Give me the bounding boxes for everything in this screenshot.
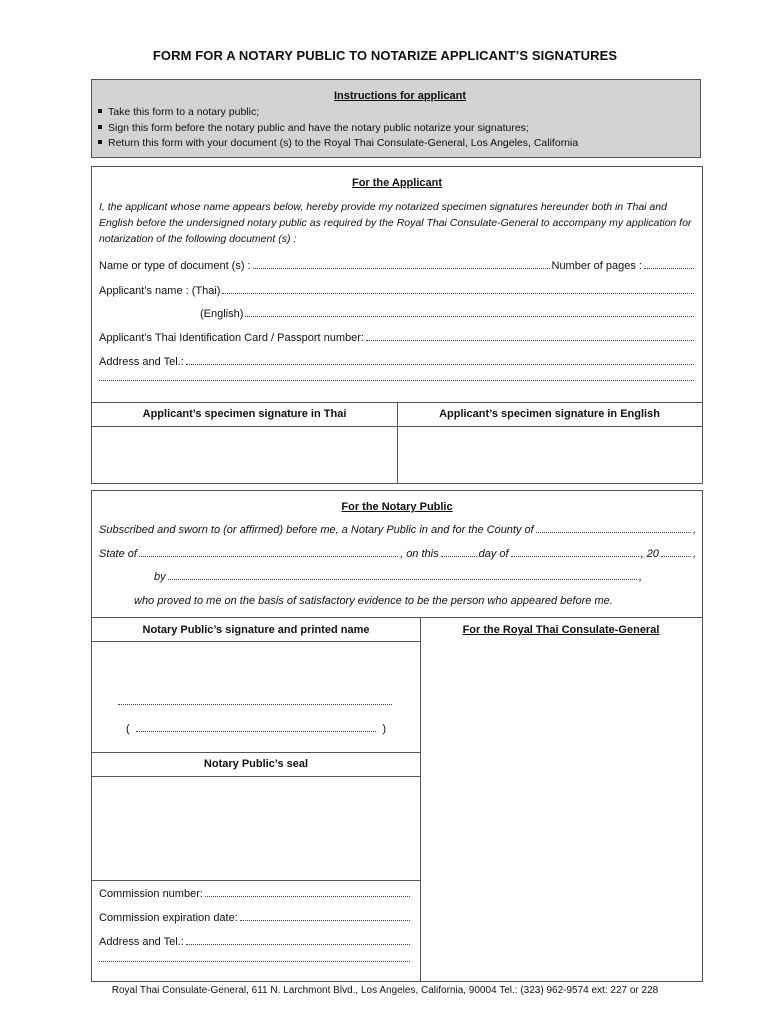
by-label: by [154,571,166,583]
printed-name-row [126,723,386,735]
instructions-list [98,105,700,152]
instruction-item: Take this form to a notary public; [98,105,700,121]
instructions-heading: Instructions for applicant [333,90,466,102]
state-label: State of [99,548,137,560]
county-field[interactable] [536,531,691,533]
footer-address: Royal Thai Consulate-General, 611 N. Larchmont Blvd., Los Angeles, California, 90004 Tel.: (323) 962-9574 ext: 227 or 228 [111,985,659,996]
name-thai-field[interactable] [222,292,694,294]
instruction-item: Sign this form before the notary public and have the notary public notarize your signatures; [98,121,700,137]
signature-english-heading: Applicant’s specimen signature in English [439,408,660,420]
form-title: FORM FOR A NOTARY PUBLIC TO NOTARIZE APPLICANT’S SIGNATURES [152,48,618,63]
commission-expiration-label: Commission expiration date: [99,912,238,924]
by-field[interactable] [168,578,637,580]
instruction-item: Return this form with your document (s) to the Royal Thai Consulate-General, Los Angeles, California [98,136,700,152]
commission-expiration-row [99,912,412,924]
notary-address-row-2 [99,960,412,965]
by-row [154,571,642,583]
commission-number-field[interactable] [205,895,410,897]
signature-english-box[interactable] [398,427,702,483]
year-label: , 20 [640,548,659,560]
day-field[interactable] [441,555,477,557]
divider [92,752,420,753]
name-english-field[interactable] [245,315,694,317]
name-english-row [200,308,696,320]
name-thai-row [99,285,696,297]
paren-open: ( [126,723,130,735]
sworn-text: Subscribed and sworn to (or affirmed) before me, a Notary Public in and for the County of [99,524,534,536]
consulate-heading: For the Royal Thai Consulate-General [462,624,660,636]
document-row [99,260,696,272]
notary-section [91,490,703,982]
commission-number-label: Commission number: [99,888,203,900]
seal-heading: Notary Public’s seal [203,758,309,770]
name-english-label: (English) [200,308,244,320]
notary-heading: For the Notary Public [341,501,453,513]
name-thai-label: Applicant’s name : (Thai) [99,285,221,297]
commission-expiration-field[interactable] [240,919,410,921]
notary-signature-heading: Notary Public’s signature and printed name [142,624,370,636]
commission-number-row [99,888,412,900]
address-row-2 [99,379,696,384]
notary-address-field-2[interactable] [99,960,410,962]
instructions-box [91,79,701,158]
address-field-2[interactable] [99,379,694,381]
comma: , [692,524,696,536]
document-label: Name or type of document (s) : [99,260,251,272]
applicant-statement: I, the applicant whose name appears below, hereby provide my notarized specimen signatures hereunder both in Thai and English before the undersigned notary public as required by the Royal Thai Consulate-General to accompany my application for notarization of the following document (s) : [99,201,692,245]
proof-row [134,595,613,607]
divider [92,617,702,618]
state-field[interactable] [139,555,398,557]
comma: , [638,571,642,583]
printed-name-field[interactable] [136,730,377,732]
divider [92,641,420,642]
id-field[interactable] [366,339,694,341]
signature-thai-heading: Applicant’s specimen signature in Thai [142,408,347,420]
address-row [99,356,696,368]
document-field[interactable] [253,267,550,269]
comma: , [692,548,696,560]
notary-address-row [99,936,412,948]
month-field[interactable] [511,555,639,557]
signature-thai-box[interactable] [92,427,397,483]
applicant-heading: For the Applicant [351,177,443,189]
id-row [99,332,696,344]
notary-signature-line[interactable] [118,703,392,705]
proof-text: who proved to me on the basis of satisfactory evidence to be the person who appeared before me. [134,595,613,607]
notary-address-label: Address and Tel.: [99,936,184,948]
consulate-box [421,642,702,981]
applicant-section [91,166,703,484]
seal-box[interactable] [92,777,420,879]
notary-address-field[interactable] [186,943,410,945]
day-of-label: day of [478,548,509,560]
date-row [99,548,696,560]
on-this-label: , on this [400,548,439,560]
divider [92,880,420,881]
paren-close: ) [382,723,386,735]
pages-field[interactable] [644,267,694,269]
pages-label: Number of pages : [551,260,642,272]
address-field[interactable] [186,363,694,365]
year-field[interactable] [661,555,691,557]
county-row [99,524,696,536]
id-label: Applicant’s Thai Identification Card / Passport number: [99,332,364,344]
address-label: Address and Tel.: [99,356,184,368]
